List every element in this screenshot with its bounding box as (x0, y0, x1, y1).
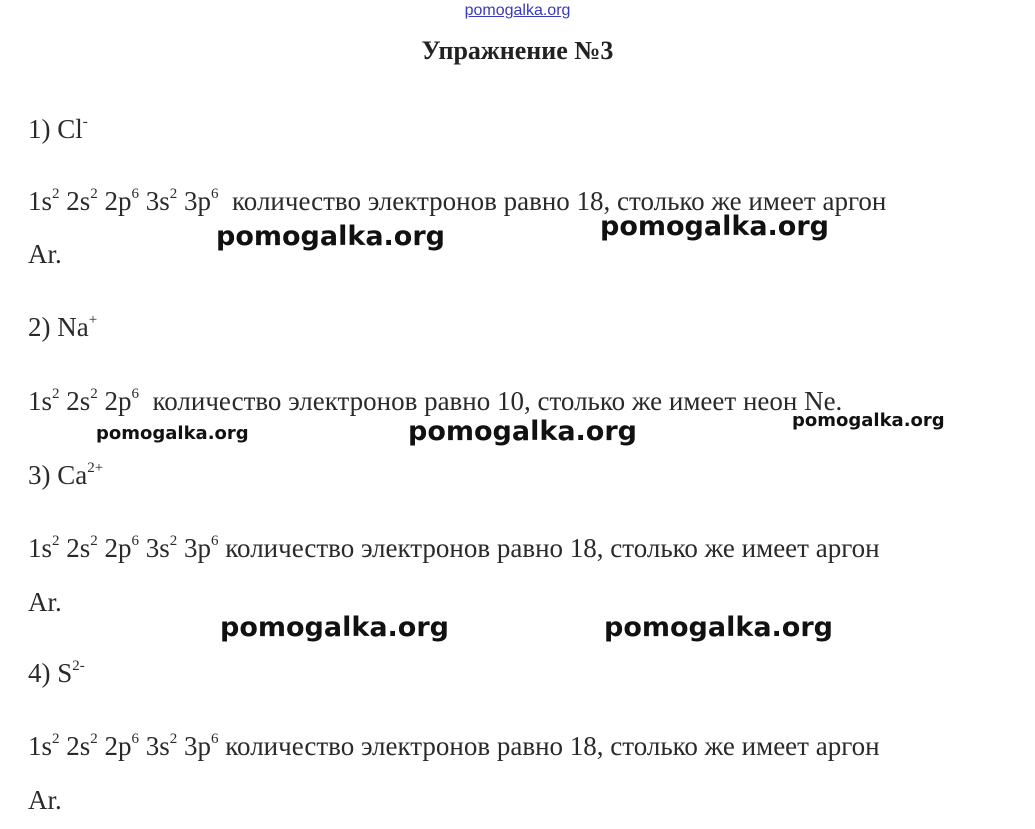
item-3-config-line: $1s^2$ $2s^2$ $2p^6$ $3s^2$ $3p^6$ количество электронов равно 18, столько же имеет аргон (28, 533, 880, 563)
item-4-label: 4) $S^{2-}$ (28, 658, 85, 688)
item-3-label: 3) $Ca^{2+}$ (28, 460, 104, 490)
item-1-config-line: $1s^2$ $2s^2$ $2p^6$ $3s^2$ $3p^6$ количество электронов равно 18, столько же имеет аргон (28, 186, 887, 216)
item-4-text-cont: Ar. (28, 785, 62, 815)
watermark: pomogalka.org (220, 612, 449, 643)
item-2-config-line: $1s^2$ $2s^2$ $2p^6$ количество электронов равно 10, столько же имеет неон Ne. (28, 386, 843, 416)
item-1-label: 1) Cl- (28, 114, 88, 144)
item-1-text-cont: Ar. (28, 239, 62, 269)
watermark: pomogalka.org (792, 410, 945, 431)
item-4-config-line: $1s^2$ $2s^2$ $2p^6$ $3s^2$ $3p^6$ количество электронов равно 18, столько же имеет аргон (28, 731, 880, 761)
watermark: pomogalka.org (604, 612, 833, 643)
watermark: pomogalka.org (600, 211, 829, 242)
site-link[interactable]: pomogalka.org (464, 2, 571, 19)
watermark: pomogalka.org (96, 423, 249, 444)
watermark: pomogalka.org (408, 416, 637, 447)
page-title: Упражнение №3 (421, 36, 614, 65)
watermark: pomogalka.org (216, 221, 445, 252)
item-3-text-cont: Ar. (28, 587, 62, 617)
item-2-label: 2) Na+ (28, 312, 98, 342)
